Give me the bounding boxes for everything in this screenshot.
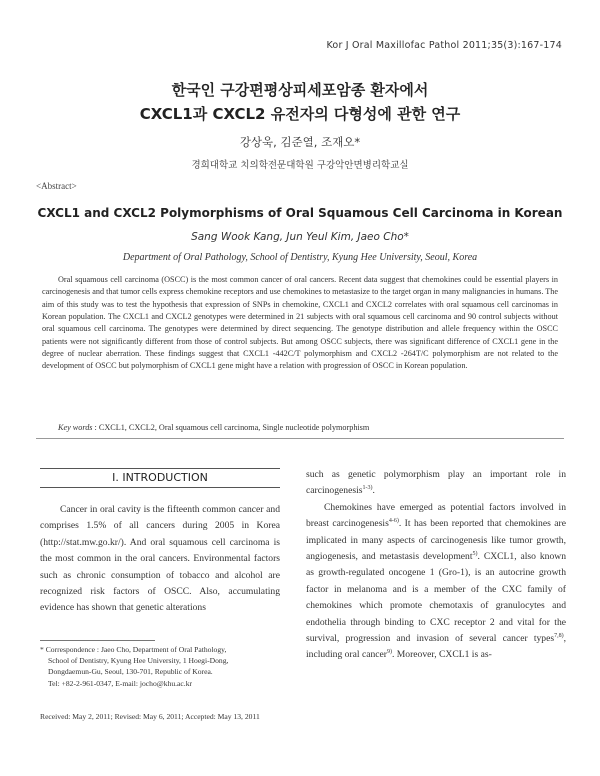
footnote-line: Tel: +82-2-961-0347, E-mail: jocho@khu.ac.kr xyxy=(48,678,193,688)
footnote-divider xyxy=(40,640,155,641)
korean-affiliation: 경희대학교 치의학전문대학원 구강악안면병리학교실 xyxy=(191,160,409,171)
intro-text: Chemokines have emerged as potential factors involved in breast carcinogenesis xyxy=(306,501,566,530)
english-authors: Sang Wook Kang, Jun Yeul Kim, Jaeo Cho* xyxy=(191,231,409,243)
english-title: CXCL1 and CXCL2 Polymorphisms of Oral Squamous Cell Carcinoma in Korean xyxy=(37,206,563,220)
intro-text: . Moreover, CXCL1 is as- xyxy=(391,649,492,661)
journal-reference: Kor J Oral Maxillofac Pathol 2011;35(3):167-174 xyxy=(326,40,562,51)
intro-paragraph xyxy=(306,500,566,664)
citation: 7,8) xyxy=(554,632,564,639)
citation: 9) xyxy=(386,649,392,656)
footnote-line: School of Dentistry, Kyung Hee University, 1 Hoegi-Dong, xyxy=(48,656,229,666)
citation: 4-6) xyxy=(388,518,399,525)
keywords-label: Key words xyxy=(58,423,93,432)
korean-title-line-2: CXCL1과 CXCL2 유전자의 다형성에 관한 연구 xyxy=(139,105,461,123)
keywords-divider xyxy=(36,438,564,439)
abstract-body: Oral squamous cell carcinoma (OSCC) is the most common cancer of oral cancers. Recent data suggest that chemokines could be essential players in carcinogenesis and that tumor cells express chemokine receptors and use chemokines to metastasize to the target organ in many malignancies in humans. The aim of this study was to test the hypothesis that expression of SNPs in chemokine, CXCL1 and CXCL2 correlates with oral squamous cell carcinomas in Korean population. The CXCL1 and CXCL2 genotypes were determined in 21 subjects with oral squamous cell carcinoma and 90 control subjects without oral squamous cell carcinoma. The genotypes were determined by direct sequencing. The genotype distribution and allele frequency within the OSCC patients were not significantly different from those of control subjects. But among OSCC subjects, there was significant difference of CXCL1 gene in the degree of nuclear aberration. These findings suggest that CXCL1 -442C/T polymorphism and CXCL2 -264T/C polymorphism are not related to the development of OSCC but polymorphism of CXCL1 gene might have a relation with progression of OSCC in Korean population. xyxy=(42,275,558,371)
keywords xyxy=(58,423,369,432)
korean-authors: 강상욱, 김준열, 조재오* xyxy=(239,135,361,149)
intro-paragraph: such as genetic polymorphism play an important role in carcinogenesis$^{1-3)}$. xyxy=(306,469,566,497)
intro-column-left: Cancer in oral cavity is the fifteenth common cancer and comprises 1.5% of all cancers during 2005 in Korea (http://stat.mw.go.kr/). And oral squamous cell carcinoma is the most common in the oral cancers. Environmental factors such as chronic consumption of tobacco and alcohol are recognized risk factors of OSCC. Also, accumulating evidence has shown that genetic alterations xyxy=(40,504,280,614)
citation: 5) xyxy=(472,550,478,557)
intro-text: , including oral cancer xyxy=(306,633,566,661)
intro-text: such as genetic polymorphism play an important role in carcinogenesis xyxy=(306,469,566,497)
section-heading-introduction: Ⅰ. INTRODUCTION xyxy=(40,468,280,488)
korean-title xyxy=(0,78,600,126)
footnote-line: Dongdaemun-Gu, Seoul, 130-701, Republic of Korea. xyxy=(48,667,213,677)
keywords-list: : CXCL1, CXCL2, Oral squamous cell carcinoma, Single nucleotide polymorphism xyxy=(92,423,370,432)
received-dates: Received: May 2, 2011; Revised: May 6, 2011; Accepted: May 13, 2011 xyxy=(40,712,260,721)
intro-text: . CXCL1, also known as growth-regulated oncogene 1 (Gro-1), is an autocrine growth factor in melanoma and is a member of the CXC family of chemokines which promote chemotaxis of granulocytes and endothelia through binding to CXC receptor 2 and vital for the survival, progression and invasion of several cancer types xyxy=(306,551,566,645)
footnote-line: * Correspondence : Jaeo Cho, Department of Oral Pathology, xyxy=(40,645,227,654)
intro-text: . It has been reported that chemokines are implicated in many aspects of carcinogenesis like tumor growth, angiogenesis, and metastasis development xyxy=(306,518,566,563)
intro-column-right xyxy=(306,467,566,664)
english-affiliation: Department of Oral Pathology, School of Dentistry, Kyung Hee University, Seoul, Korea xyxy=(122,252,478,263)
abstract-label: <Abstract> xyxy=(36,181,77,191)
citation: 1-3) xyxy=(362,485,373,492)
korean-title-line-1: 한국인 구강편평상피세포암종 환자에서 xyxy=(171,81,429,99)
correspondence-footnote xyxy=(40,644,290,689)
